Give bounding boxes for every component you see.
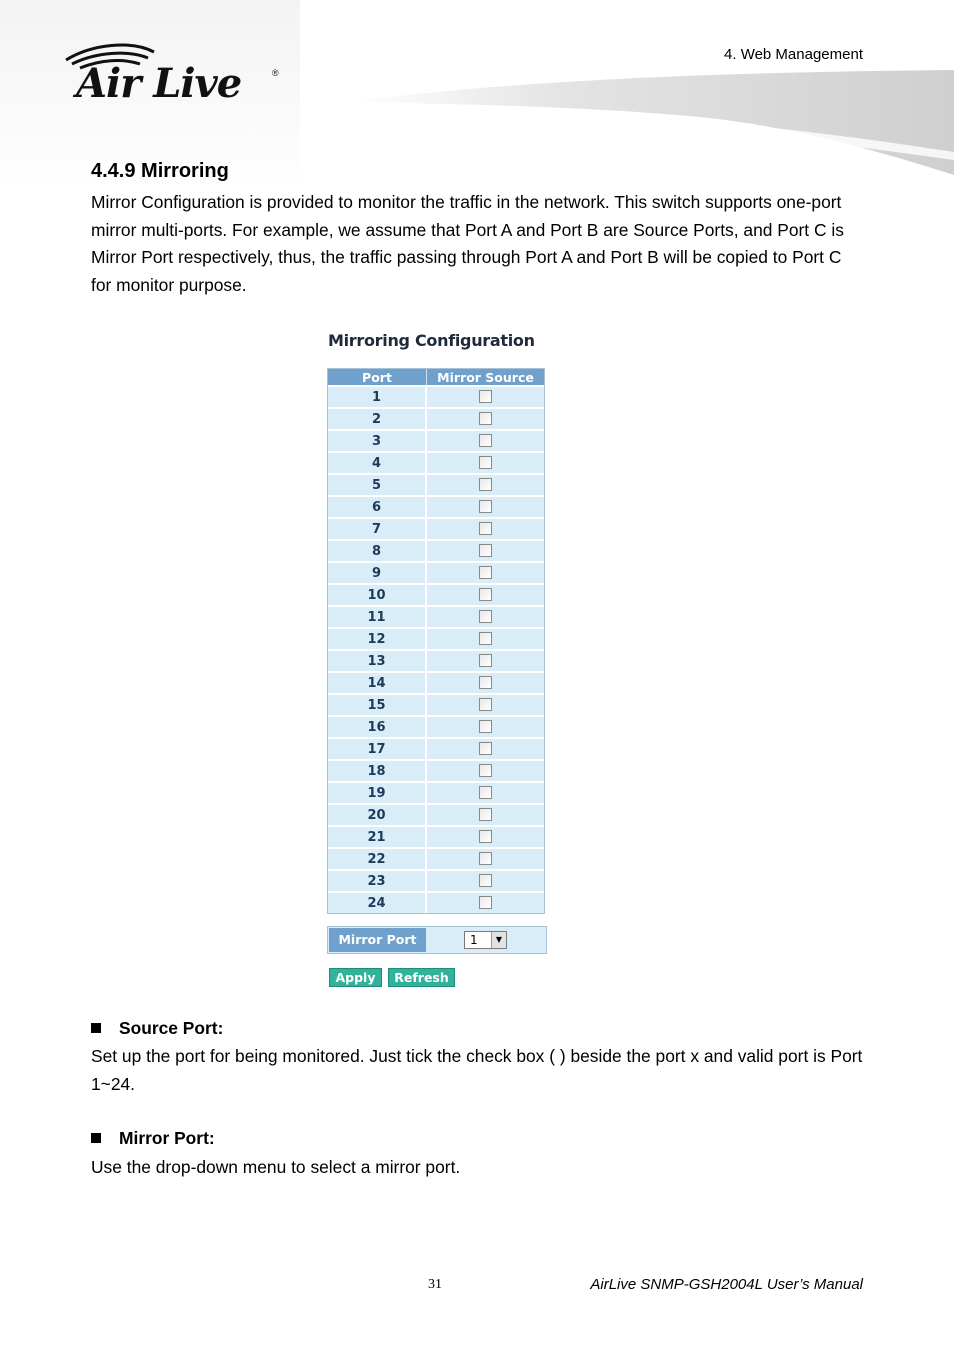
- airlive-logo: [62, 42, 292, 112]
- mirror-source-cell: [427, 627, 544, 649]
- port-number: 7: [328, 517, 427, 539]
- mirror-source-checkbox[interactable]: [479, 456, 492, 469]
- port-number: 18: [328, 759, 427, 781]
- mirror-source-checkbox[interactable]: [479, 390, 492, 403]
- port-number: 11: [328, 605, 427, 627]
- table-row: [328, 737, 544, 759]
- mirror-source-checkbox[interactable]: [479, 720, 492, 733]
- bullet-square-icon: [91, 1023, 101, 1033]
- mirror-source-cell: [427, 407, 544, 429]
- mirror-port-label: Mirror Port: [329, 928, 426, 952]
- mirror-source-cell: [427, 385, 544, 407]
- port-number: 4: [328, 451, 427, 473]
- port-number: 5: [328, 473, 427, 495]
- mirror-source-cell: [427, 605, 544, 627]
- mirror-source-checkbox[interactable]: [479, 896, 492, 909]
- mirror-port-text: Use the drop-down menu to select a mirror port.: [91, 1157, 461, 1177]
- mirror-port-value: 1: [470, 933, 478, 947]
- port-number: 8: [328, 539, 427, 561]
- port-number: 13: [328, 649, 427, 671]
- logo-wordmark: Air Live: [76, 60, 242, 107]
- mirror-source-cell: [427, 825, 544, 847]
- bullet-square-icon: [91, 1133, 101, 1143]
- mirror-source-checkbox[interactable]: [479, 698, 492, 711]
- mirror-port-row: [327, 926, 547, 954]
- mirror-port-heading: [91, 1128, 215, 1149]
- mirror-source-cell: [427, 495, 544, 517]
- table-row: [328, 803, 544, 825]
- table-row: [328, 847, 544, 869]
- mirror-source-cell: [427, 847, 544, 869]
- port-number: 6: [328, 495, 427, 517]
- section-title: 4.4.9 Mirroring: [91, 160, 229, 182]
- config-title: Mirroring Configuration: [328, 331, 535, 350]
- source-port-heading: [91, 1018, 223, 1039]
- table-row: [328, 671, 544, 693]
- mirror-source-cell: [427, 891, 544, 913]
- registered-mark: ®: [272, 68, 279, 78]
- mirror-source-table: [327, 368, 545, 914]
- port-number: 17: [328, 737, 427, 759]
- port-number: 21: [328, 825, 427, 847]
- dropdown-arrow-icon[interactable]: ▼: [491, 932, 506, 948]
- table-row: [328, 693, 544, 715]
- mirror-source-checkbox[interactable]: [479, 544, 492, 557]
- port-number: 12: [328, 627, 427, 649]
- table-row: [328, 825, 544, 847]
- port-number: 3: [328, 429, 427, 451]
- table-row: [328, 715, 544, 737]
- port-number: 20: [328, 803, 427, 825]
- refresh-button[interactable]: Refresh: [388, 968, 455, 987]
- mirror-source-checkbox[interactable]: [479, 742, 492, 755]
- section-intro: Mirror Configuration is provided to monitor the traffic in the network. This switch supports one-port mirror multi-ports. For example, we assume that Port A and Port B are Source Ports, and Port C is Mirror Port respectively, thus, the traffic passing through Port A and Port B will be copied to Port C for monitor purpose.: [91, 192, 844, 295]
- header-swoosh: [330, 60, 954, 190]
- table-row: [328, 517, 544, 539]
- mirror-source-checkbox[interactable]: [479, 874, 492, 887]
- table-row: [328, 407, 544, 429]
- table-header-row: [328, 369, 544, 385]
- mirror-source-checkbox[interactable]: [479, 764, 492, 777]
- mirror-source-cell: [427, 737, 544, 759]
- mirror-source-checkbox[interactable]: [479, 412, 492, 425]
- table-row: [328, 583, 544, 605]
- mirror-source-cell: [427, 803, 544, 825]
- port-number: 2: [328, 407, 427, 429]
- mirror-source-checkbox[interactable]: [479, 786, 492, 799]
- mirror-source-checkbox[interactable]: [479, 566, 492, 579]
- mirror-source-cell: [427, 649, 544, 671]
- port-number: 16: [328, 715, 427, 737]
- mirror-source-checkbox[interactable]: [479, 522, 492, 535]
- mirror-source-cell: [427, 671, 544, 693]
- mirror-source-cell: [427, 561, 544, 583]
- table-row: [328, 891, 544, 913]
- mirror-source-cell: [427, 693, 544, 715]
- source-port-text: Set up the port for being monitored. Just tick the check box ( ) beside the port x and valid port is Port 1~24.: [91, 1046, 863, 1094]
- mirror-source-cell: [427, 759, 544, 781]
- page-number: 31: [428, 1277, 442, 1292]
- mirror-source-checkbox[interactable]: [479, 434, 492, 447]
- mirror-source-checkbox[interactable]: [479, 852, 492, 865]
- port-number: 9: [328, 561, 427, 583]
- port-number: 19: [328, 781, 427, 803]
- port-number: 24: [328, 891, 427, 913]
- table-row: [328, 539, 544, 561]
- table-row: [328, 605, 544, 627]
- port-number: 1: [328, 385, 427, 407]
- chapter-heading: 4. Web Management: [724, 46, 863, 63]
- mirror-source-checkbox[interactable]: [479, 808, 492, 821]
- mirror-source-cell: [427, 715, 544, 737]
- mirror-port-select[interactable]: [464, 931, 507, 949]
- port-number: 14: [328, 671, 427, 693]
- mirror-source-checkbox[interactable]: [479, 632, 492, 645]
- mirror-source-cell: [427, 869, 544, 891]
- manual-title: AirLive SNMP-GSH2004L User’s Manual: [590, 1276, 863, 1293]
- port-number: 15: [328, 693, 427, 715]
- mirror-port-heading-text: Mirror Port:: [119, 1128, 215, 1148]
- mirror-source-checkbox[interactable]: [479, 588, 492, 601]
- mirror-source-cell: [427, 539, 544, 561]
- table-row: [328, 451, 544, 473]
- apply-button[interactable]: Apply: [329, 968, 382, 987]
- mirror-source-cell: [427, 517, 544, 539]
- mirror-source-cell: [427, 451, 544, 473]
- mirror-source-cell: [427, 429, 544, 451]
- port-number: 22: [328, 847, 427, 869]
- column-header-port: Port: [328, 369, 427, 385]
- mirror-source-cell: [427, 583, 544, 605]
- mirror-source-checkbox[interactable]: [479, 478, 492, 491]
- table-row: [328, 869, 544, 891]
- table-row: [328, 495, 544, 517]
- mirror-source-checkbox[interactable]: [479, 830, 492, 843]
- mirror-source-checkbox[interactable]: [479, 500, 492, 513]
- table-row: [328, 759, 544, 781]
- table-row: [328, 385, 544, 407]
- source-port-heading-text: Source Port:: [119, 1018, 224, 1038]
- table-row: [328, 561, 544, 583]
- mirror-source-checkbox[interactable]: [479, 610, 492, 623]
- table-row: [328, 781, 544, 803]
- table-row: [328, 429, 544, 451]
- table-row: [328, 473, 544, 495]
- mirror-source-cell: [427, 473, 544, 495]
- mirror-source-checkbox[interactable]: [479, 654, 492, 667]
- mirror-source-cell: [427, 781, 544, 803]
- column-header-mirror-source: Mirror Source: [427, 369, 544, 385]
- port-number: 10: [328, 583, 427, 605]
- mirror-source-checkbox[interactable]: [479, 676, 492, 689]
- port-number: 23: [328, 869, 427, 891]
- table-row: [328, 649, 544, 671]
- table-row: [328, 627, 544, 649]
